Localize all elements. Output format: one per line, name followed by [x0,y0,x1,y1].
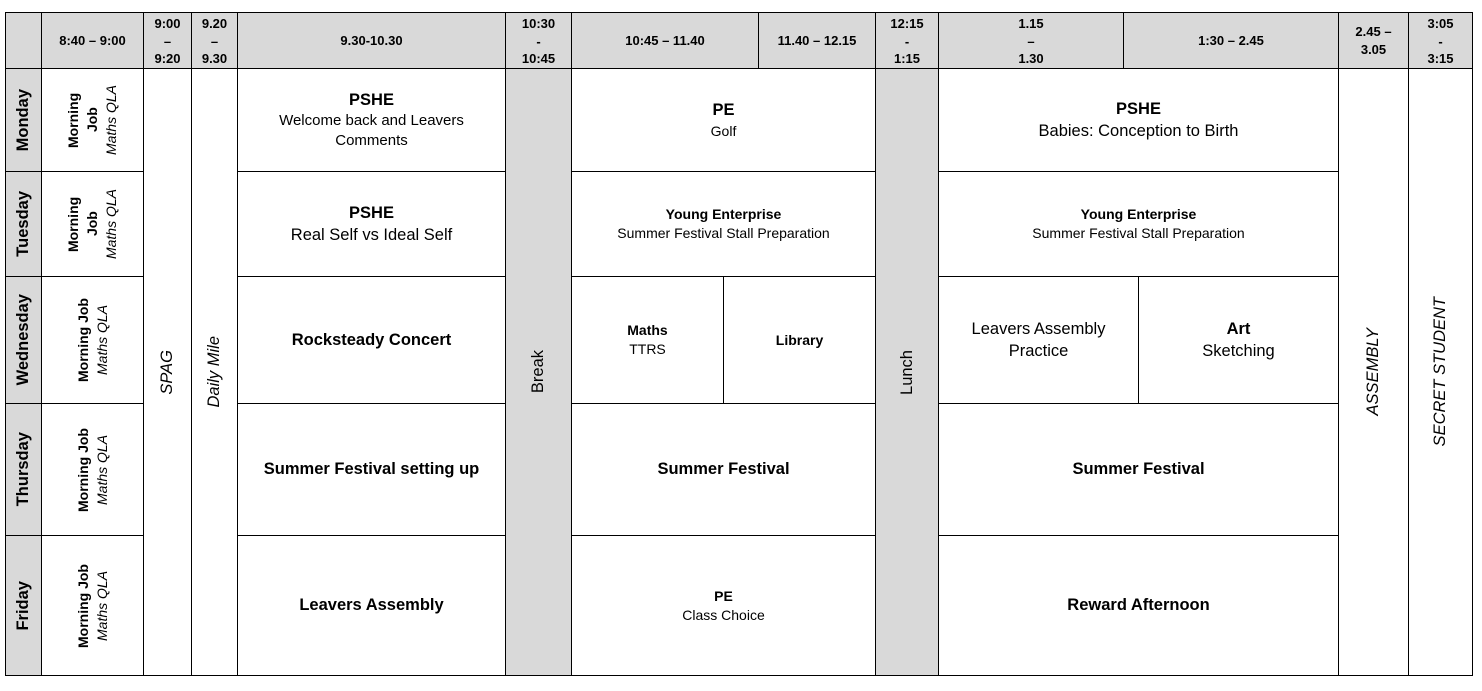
morning-job-wednesday: Morning Job Maths QLA [41,276,144,404]
day-label-thursday: Thursday [5,403,42,536]
corner-cell [5,12,42,69]
time-header-115: 1.15 – 1.30 [938,12,1124,69]
morning-job-thursday: Morning Job Maths QLA [41,403,144,536]
lesson-tuesday-3: Young Enterprise Summer Festival Stall Preparation [938,171,1339,277]
lesson-monday-1: PSHE Welcome back and Leavers Comments [237,68,506,172]
secret-student-column: SECRET STUDENT [1408,68,1473,676]
lesson-thursday-2: Summer Festival [571,403,876,536]
spag-column: SPAG [143,68,192,676]
break-column: Break [505,68,572,676]
lesson-tuesday-1: PSHE Real Self vs Ideal Self [237,171,506,277]
day-label-tuesday: Tuesday [5,171,42,277]
time-header-1045: 10:45 – 11.40 [571,12,759,69]
day-label-monday: Monday [5,68,42,172]
lesson-monday-3: PSHE Babies: Conception to Birth [938,68,1339,172]
lunch-column: Lunch [875,68,939,676]
morning-job-friday: Morning Job Maths QLA [41,535,144,676]
day-label-wednesday: Wednesday [5,276,42,404]
lesson-friday-1: Leavers Assembly [237,535,506,676]
time-header-930: 9.30-10.30 [237,12,506,69]
daily-mile-column: Daily Mile [191,68,238,676]
morning-job-tuesday: Morning Job Maths QLA [41,171,144,277]
lesson-friday-2: PE Class Choice [571,535,876,676]
day-label-friday: Friday [5,535,42,676]
lesson-wednesday-1: Rocksteady Concert [237,276,506,404]
lesson-wednesday-2b: Library [723,276,876,404]
lesson-wednesday-3b: Art Sketching [1138,276,1339,404]
time-header-920: 9.20 – 9.30 [191,12,238,69]
time-header-305: 3:05 - 3:15 [1408,12,1473,69]
lesson-thursday-3: Summer Festival [938,403,1339,536]
time-header-1030: 10:30 - 10:45 [505,12,572,69]
lesson-thursday-1: Summer Festival setting up [237,403,506,536]
morning-job-monday: Morning Job Maths QLA [41,68,144,172]
time-header-130: 1:30 – 2.45 [1123,12,1339,69]
time-header-900: 9:00 – 9:20 [143,12,192,69]
assembly-column: ASSEMBLY [1338,68,1409,676]
time-header-840: 8:40 – 9:00 [41,12,144,69]
time-header-1140: 11.40 – 12.15 [758,12,876,69]
lesson-monday-2: PE Golf [571,68,876,172]
lesson-tuesday-2: Young Enterprise Summer Festival Stall Preparation [571,171,876,277]
time-header-245: 2.45 – 3.05 [1338,12,1409,69]
lesson-wednesday-2a: Maths TTRS [571,276,724,404]
time-header-1215: 12:15 - 1:15 [875,12,939,69]
lesson-friday-3: Reward Afternoon [938,535,1339,676]
lesson-wednesday-3a: Leavers Assembly Practice [938,276,1139,404]
